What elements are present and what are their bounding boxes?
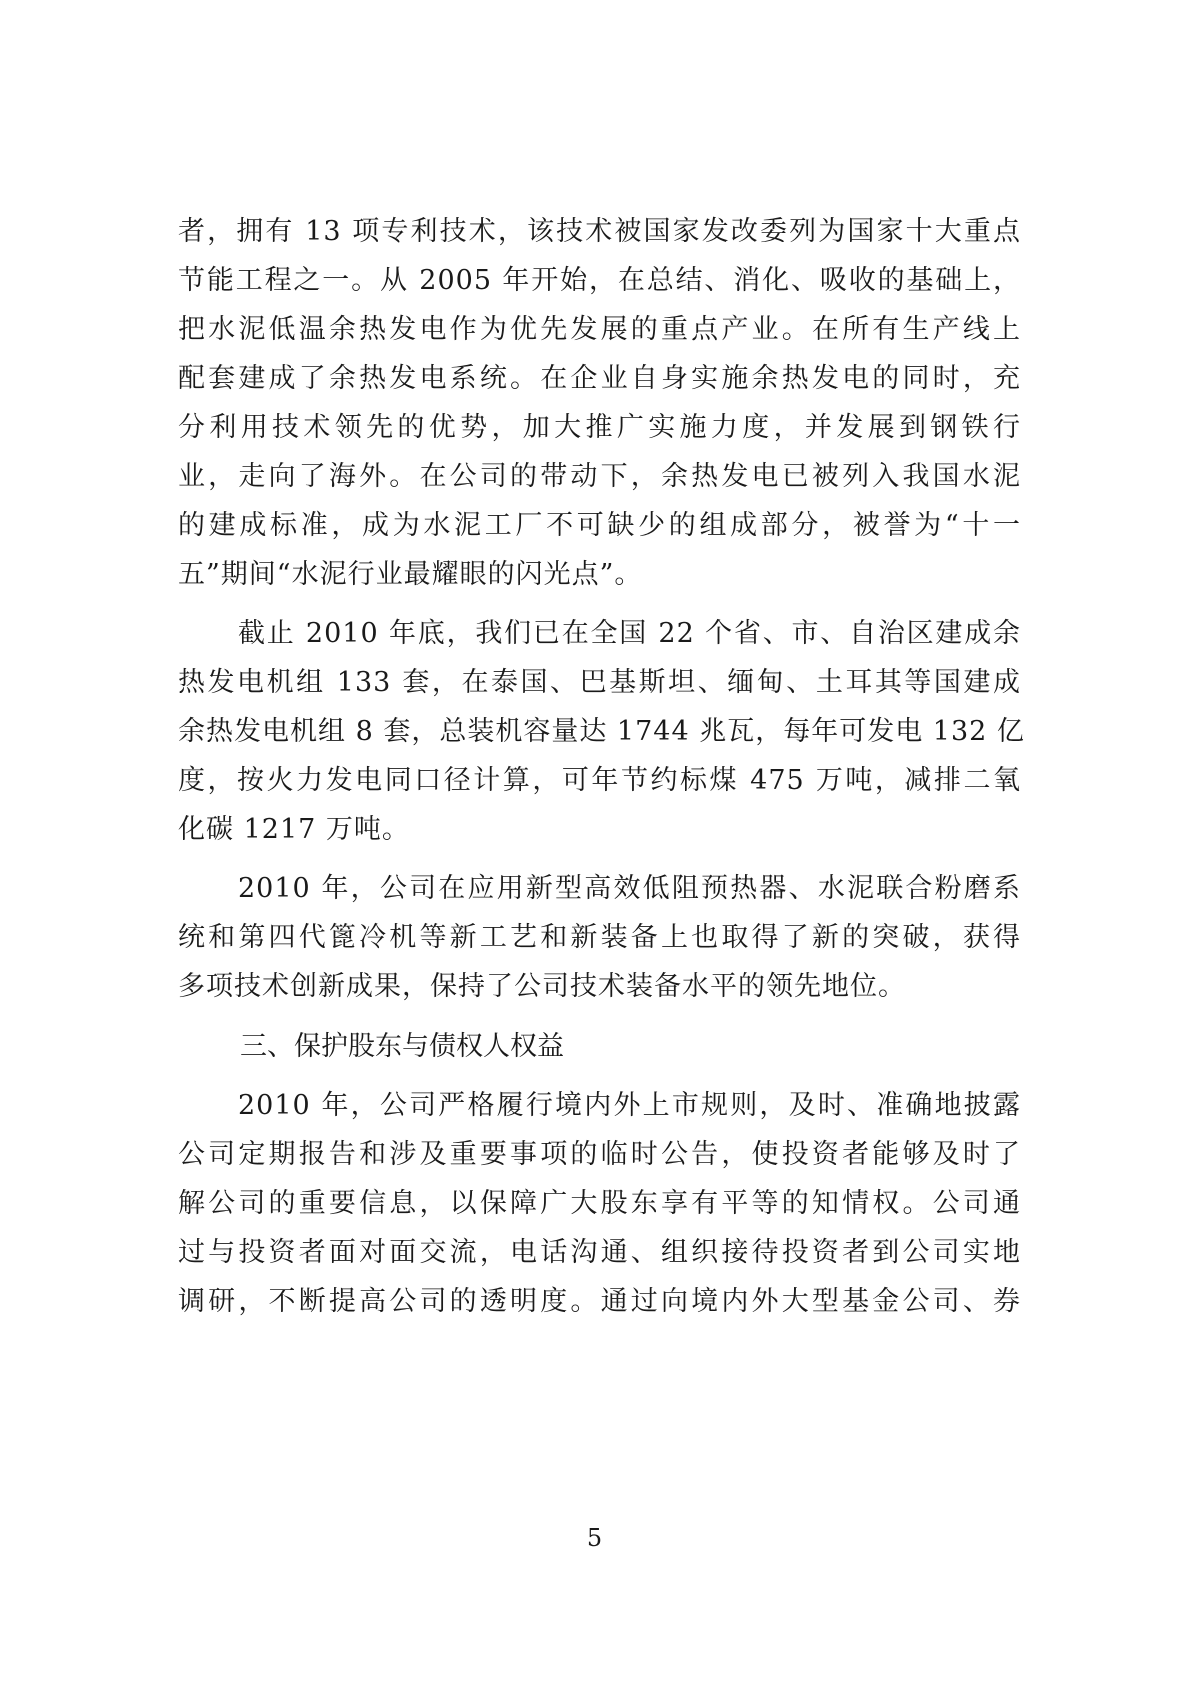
text-line: 多项技术创新成果，保持了公司技术装备水平的领先地位。 [178, 971, 906, 1002]
text-line: 五”期间“水泥行业最耀眼的闪光点”。 [178, 559, 643, 590]
text-line: 统和第四代篦冷机等新工艺和新装备上也取得了新的突破，获得 [178, 922, 1021, 953]
text-line: 者，拥有 13 项专利技术，该技术被国家发改委列为国家十大重点 [178, 216, 1021, 247]
text-line: 公司定期报告和涉及重要事项的临时公告，使投资者能够及时了 [178, 1139, 1021, 1170]
section-heading: 三、保护股东与债权人权益 [240, 1031, 564, 1062]
text-line: 2010 年，公司严格履行境内外上市规则，及时、准确地披露 [238, 1090, 1021, 1121]
text-line: 分利用技术领先的优势，加大推广实施力度，并发展到钢铁行 [178, 412, 1021, 443]
text-line: 节能工程之一。从 2005 年开始，在总结、消化、吸收的基础上， [178, 265, 1021, 296]
text-line: 截止 2010 年底，我们已在全国 22 个省、市、自治区建成余 [238, 618, 1021, 649]
text-line: 把水泥低温余热发电作为优先发展的重点产业。在所有生产线上 [178, 314, 1021, 345]
text-line: 的建成标准，成为水泥工厂不可缺少的组成部分，被誉为“十一 [178, 510, 1021, 541]
text-line: 化碳 1217 万吨。 [178, 814, 410, 845]
text-line: 调研，不断提高公司的透明度。通过向境内外大型基金公司、券 [178, 1286, 1021, 1317]
text-line: 业，走向了海外。在公司的带动下，余热发电已被列入我国水泥 [178, 461, 1021, 492]
text-line: 过与投资者面对面交流，电话沟通、组织接待投资者到公司实地 [178, 1237, 1021, 1268]
text-line: 度，按火力发电同口径计算，可年节约标煤 475 万吨，减排二氧 [178, 765, 1021, 796]
text-line: 余热发电机组 8 套，总装机容量达 1744 兆瓦，每年可发电 132 亿 [178, 716, 1025, 747]
text-line: 2010 年，公司在应用新型高效低阻预热器、水泥联合粉磨系 [238, 873, 1021, 904]
text-line: 热发电机组 133 套，在泰国、巴基斯坦、缅甸、土耳其等国建成 [178, 667, 1021, 698]
text-line: 解公司的重要信息，以保障广大股东享有平等的知情权。公司通 [178, 1188, 1021, 1219]
text-line: 配套建成了余热发电系统。在企业自身实施余热发电的同时，充 [178, 363, 1021, 394]
page-number: 5 [586, 1524, 603, 1552]
